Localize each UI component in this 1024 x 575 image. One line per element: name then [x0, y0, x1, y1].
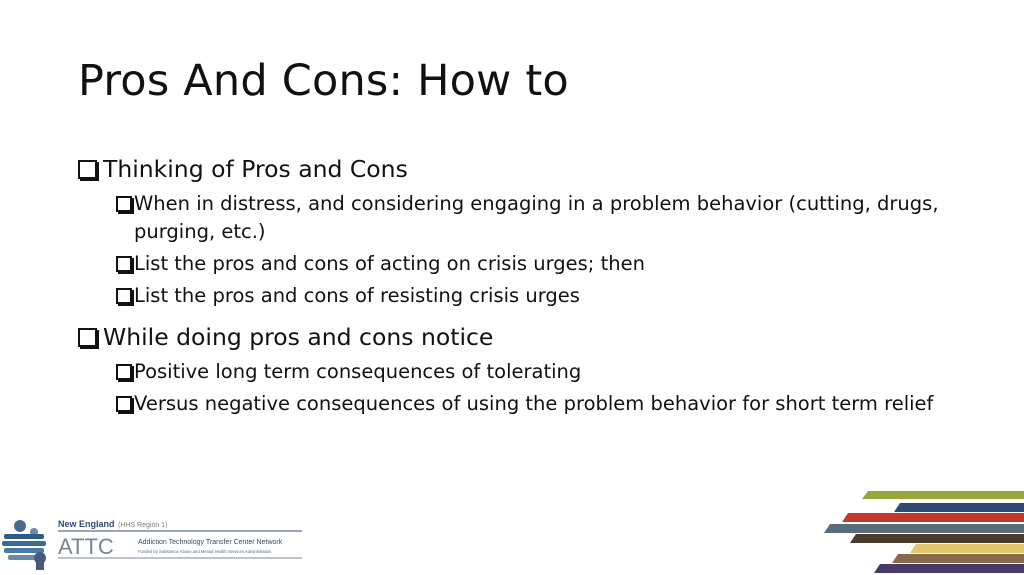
stripe	[850, 534, 1024, 543]
stripe	[862, 491, 1024, 499]
checkbox-bullet-icon	[116, 256, 132, 272]
slide-title: Pros And Cons: How to	[78, 56, 569, 106]
sub-bullet-text: Versus negative consequences of using the problem behavior for short term relief	[134, 392, 934, 415]
checkbox-bullet-icon	[116, 288, 132, 304]
checkbox-bullet-icon	[78, 328, 97, 347]
stripe	[842, 513, 1024, 522]
sub-bullet	[78, 250, 958, 278]
sub-bullet-text: Positive long term consequences of tolerating	[134, 360, 582, 383]
footer-network: Addiction Technology Transfer Center Network	[138, 539, 283, 546]
sub-bullet-text: When in distress, and considering engaging in a problem behavior (cutting, drugs, purging, etc.)	[134, 192, 939, 243]
stripe	[892, 554, 1024, 563]
bullet-2	[78, 320, 958, 354]
footer-region: (HHS Region 1)	[118, 522, 168, 529]
bullet-text: Thinking of Pros and Cons	[103, 155, 408, 183]
sub-bullet	[78, 282, 958, 310]
sub-bullet	[78, 358, 958, 386]
sub-bullet-text: List the pros and cons of resisting crisis urges	[134, 284, 580, 307]
sub-bullets-1	[78, 190, 958, 310]
checkbox-bullet-icon	[116, 364, 132, 380]
bullet-1	[78, 152, 958, 186]
sub-bullet	[78, 390, 958, 418]
sub-bullet-text: List the pros and cons of acting on crisis urges; then	[134, 252, 645, 275]
checkbox-bullet-icon	[116, 396, 132, 412]
stripe	[874, 564, 1024, 573]
checkbox-bullet-icon	[116, 196, 132, 212]
attc-logo	[0, 512, 310, 574]
footer-org-name: New England	[58, 519, 115, 529]
checkbox-bullet-icon	[78, 160, 97, 179]
stripe	[894, 503, 1024, 512]
sub-bullet	[78, 190, 958, 246]
bullet-text: While doing pros and cons notice	[103, 323, 494, 351]
footer-acronym: ATTC	[58, 534, 114, 559]
footer-funded-by: Funded by Substance Abuse and Mental Health Services Administration	[138, 549, 272, 554]
bullet-list	[78, 152, 958, 428]
stripe	[910, 544, 1024, 553]
sub-bullets-2	[78, 358, 958, 418]
decorative-stripes	[820, 488, 1024, 575]
attc-emblem-icon	[2, 520, 46, 570]
stripe	[824, 524, 1024, 533]
